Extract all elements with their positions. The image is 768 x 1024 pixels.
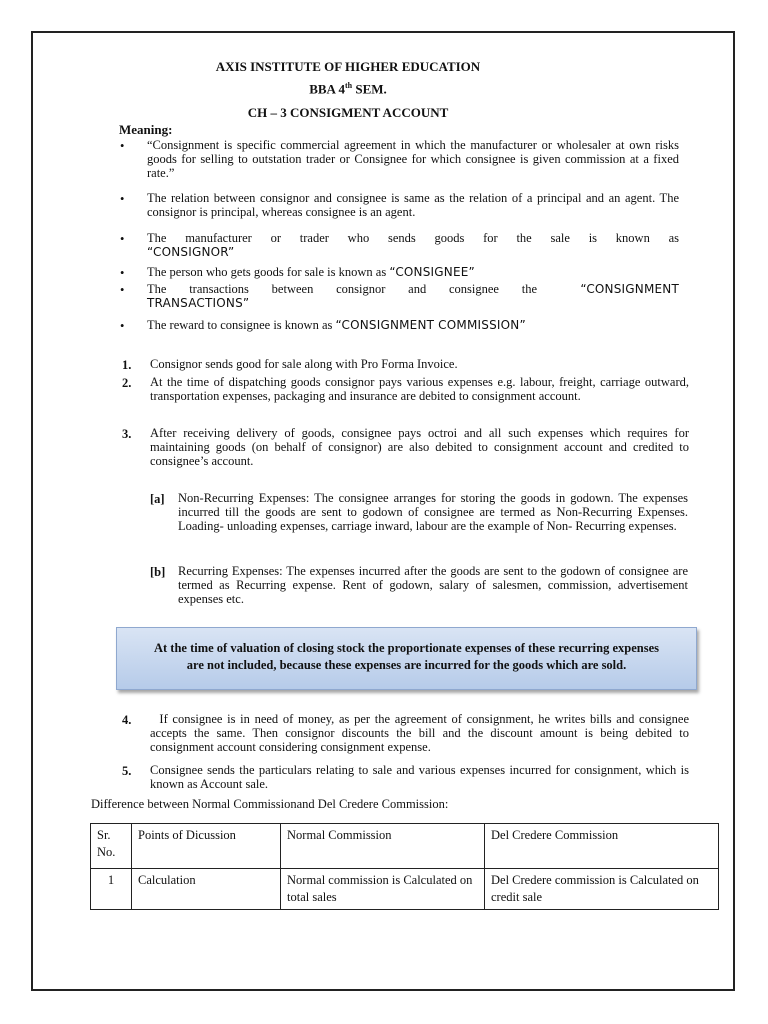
table-cell: Calculation bbox=[132, 869, 281, 910]
bullet-icon: • bbox=[120, 283, 125, 297]
sub-item-label: [a] bbox=[150, 492, 165, 506]
bullet-item: The reward to consignee is known as “CONSIGNMENT COMMISSION” bbox=[147, 318, 526, 332]
table-header-cell: Del Credere Commission bbox=[485, 824, 719, 869]
bullet-icon: • bbox=[120, 266, 125, 280]
step-text: Consignee sends the particulars relating to sale and various expenses incurred for consignment, which is known as Account sale. bbox=[150, 763, 689, 792]
bullet-icon: • bbox=[120, 192, 125, 206]
step-number: 2. bbox=[122, 376, 132, 390]
bullet-item: The person who gets goods for sale is known as “CONSIGNEE” bbox=[147, 265, 475, 279]
meaning-heading: Meaning: bbox=[119, 122, 173, 137]
difference-heading: Difference between Normal Commissionand Del Credere Commission: bbox=[91, 797, 449, 811]
table-header-row bbox=[91, 824, 719, 869]
bullet-icon: • bbox=[120, 139, 125, 153]
step-number: 5. bbox=[122, 764, 132, 778]
bullet-item: The manufacturer or trader who sends goods for the sale is known as bbox=[147, 231, 679, 245]
step-text: After receiving delivery of goods, consignee pays octroi and all such expenses which requires for maintaining goods (on behalf of consignor) are also debited to consignment account and credited to consignee’s account. bbox=[150, 426, 689, 469]
table-header-cell: Normal Commission bbox=[281, 824, 485, 869]
table-header-cell: Sr. No. bbox=[91, 824, 132, 869]
sub-item-text: Recurring Expenses: The expenses incurred after the goods are sent to the godown of consignee are termed as Recurring expense. Rent of godown, salary of salesmen, commission, advertisement expenses etc. bbox=[178, 564, 688, 607]
bullet-icon: • bbox=[120, 232, 125, 246]
step-number: 3. bbox=[122, 427, 132, 441]
comparison-table bbox=[90, 823, 719, 910]
step-number: 4. bbox=[122, 713, 132, 727]
bullet-item: The relation between consignor and consignee is same as the relation of a principal and an agent. The consignor is principal, whereas consignee is an agent. bbox=[147, 191, 679, 220]
table-cell: 1 bbox=[91, 869, 132, 910]
table-cell: Del Credere commission is Calculated on credit sale bbox=[485, 869, 719, 910]
institute-title: AXIS INSTITUTE OF HIGHER EDUCATION bbox=[215, 59, 481, 74]
chapter-title: CH – 3 CONSIGMENT ACCOUNT bbox=[247, 105, 449, 120]
table-cell: Normal commission is Calculated on total sales bbox=[281, 869, 485, 910]
step-text: Consignor sends good for sale along with Pro Forma Invoice. bbox=[150, 357, 458, 371]
callout-line: are not included, because these expenses are incurred for the goods which are sold. bbox=[186, 658, 627, 672]
step-text: If consignee is in need of money, as per the agreement of consignment, he writes bills and consignee accepts the same. Then consignor discounts the bill and the discount amount is being debited to consignment account considering consignment expense. bbox=[150, 712, 690, 755]
bullet-term: “CONSIGNOR” bbox=[147, 245, 235, 259]
bullet-item: The transactions between consignor and consignee the “CONSIGNMENT TRANSACTIONS” bbox=[147, 282, 679, 311]
sub-item-label: [b] bbox=[150, 565, 166, 579]
step-text: At the time of dispatching goods consignor pays various expenses e.g. labour, freight, carriage outward, transportation expenses, packaging and insurance are debited to consignment account. bbox=[150, 375, 689, 404]
bullet-item: “Consignment is specific commercial agreement in which the manufacturer or wholesaler at own risks goods for selling to outstation trader or Consignee for which consignee is given commission at a fixed rate.” bbox=[147, 138, 679, 181]
bullet-icon: • bbox=[120, 319, 125, 333]
table-row bbox=[91, 869, 719, 910]
step-number: 1. bbox=[122, 358, 132, 372]
callout-box bbox=[116, 627, 697, 690]
sub-item-text: Non-Recurring Expenses: The consignee arranges for storing the goods in godown. The expenses incurred till the goods are sent to godown of consignee are termed as Non-Recurring Expenses. Loading- unloading expenses, carriage inward, labour are the example of Non- Recurring expenses. bbox=[178, 491, 688, 534]
course-title: BBA 4th SEM. bbox=[309, 81, 387, 97]
table-header-cell: Points of Dicussion bbox=[132, 824, 281, 869]
callout-line: At the time of valuation of closing stock the proportionate expenses of these recurring expenses bbox=[153, 641, 660, 655]
